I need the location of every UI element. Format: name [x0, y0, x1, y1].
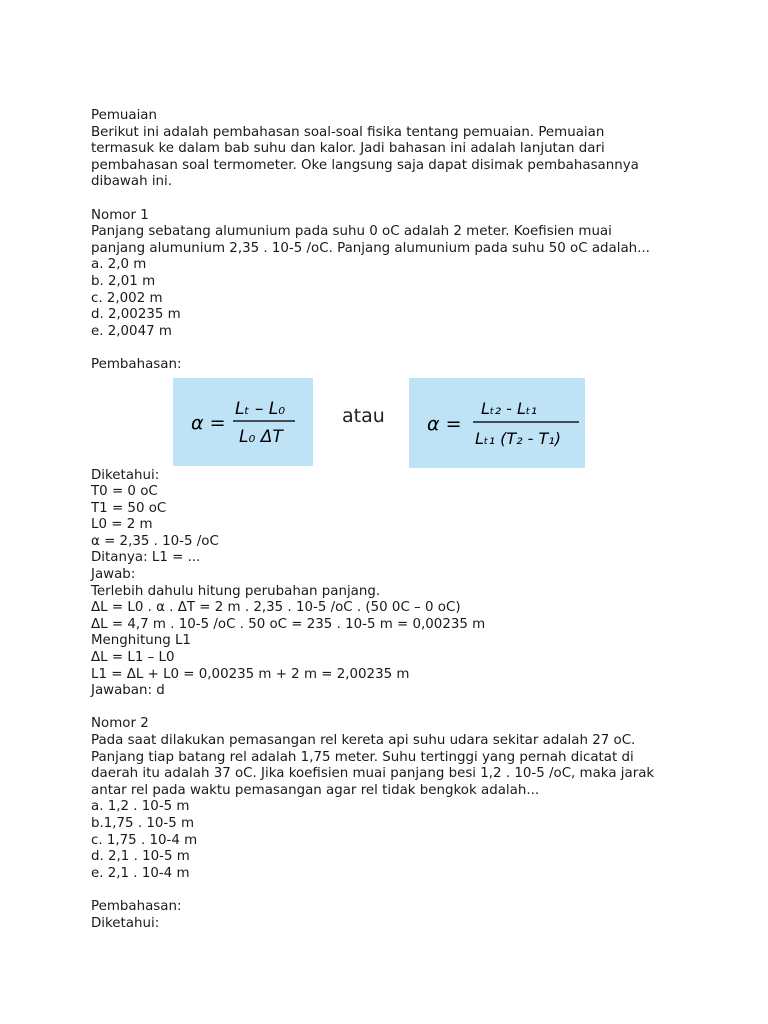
formula2-denominator: Lₜ₁ (T₂ - T₁) — [475, 428, 561, 448]
q1-question-line: panjang alumunium 2,35 . 10-5 /oC. Panjang alumunium pada suhu 50 oC adalah... — [91, 240, 650, 256]
q1-option-c: c. 2,002 m — [91, 290, 163, 306]
q1-heading: Nomor 1 — [91, 207, 149, 223]
q1-solution-line: T1 = 50 oC — [91, 500, 167, 516]
intro-line: dibawah ini. — [91, 174, 173, 190]
formula1-lhs: α = — [191, 411, 226, 434]
q1-solution-line: ΔL = 4,7 m . 10-5 /oC . 50 oC = 235 . 10-5 m = 0,00235 m — [91, 616, 486, 632]
q1-option-d: d. 2,00235 m — [91, 307, 181, 323]
formula1-numerator: Lₜ – L₀ — [235, 398, 286, 419]
q2-pembahasan-label: Pembahasan: — [91, 898, 182, 914]
q2-option-d: d. 2,1 . 10-5 m — [91, 849, 190, 865]
q1-solution-line: T0 = 0 oC — [91, 484, 158, 500]
intro-line: pembahasan soal termometer. Oke langsung saja dapat disimak pembahasannya — [91, 157, 639, 173]
q2-question-line: Pada saat dilakukan pemasangan rel kereta api suhu udara sekitar adalah 27 oC. — [91, 733, 636, 748]
q2-question-line: antar rel pada waktu pemasangan agar rel tidak bengkok adalah... — [91, 782, 540, 798]
formula-figure — [91, 378, 691, 468]
q1-solution-line: Diketahui: — [91, 467, 160, 483]
q2-option-e: e. 2,1 . 10-4 m — [91, 865, 190, 881]
formula2-lhs: α = — [427, 412, 462, 435]
q1-solution-line: ΔL = L1 – L0 — [91, 650, 175, 666]
formula-box-2 — [409, 378, 585, 468]
q1-solution-line: Terlebih dahulu hitung perubahan panjang. — [91, 583, 381, 599]
formula1-denominator: L₀ ΔT — [239, 426, 283, 447]
document-page — [91, 108, 691, 932]
intro-line: termasuk ke dalam bab suhu dan kalor. Jadi bahasan ini adalah lanjutan dari — [91, 141, 605, 157]
q1-solution-line: L0 = 2 m — [91, 517, 153, 533]
q1-solution-line: Menghitung L1 — [91, 633, 191, 649]
intro-line: Berikut ini adalah pembahasan soal-soal fisika tentang pemuaian. Pemuaian — [91, 124, 605, 140]
formula2-numerator: Lₜ₂ - Lₜ₁ — [481, 398, 538, 418]
q1-solution-line: Jawab: — [91, 567, 136, 583]
q2-option-a: a. 1,2 . 10-5 m — [91, 799, 190, 815]
q1-option-a: a. 2,0 m — [91, 257, 147, 273]
q1-solution-line: Ditanya: L1 = ... — [91, 550, 201, 566]
formula-connector: atau — [342, 404, 385, 427]
q1-option-b: b. 2,01 m — [91, 273, 156, 289]
q1-question-line: Panjang sebatang alumunium pada suhu 0 oC adalah 2 meter. Koefisien muai — [91, 224, 612, 240]
doc-title: Pemuaian — [91, 108, 157, 123]
q1-pembahasan-label: Pembahasan: — [91, 356, 182, 372]
q2-option-c: c. 1,75 . 10-4 m — [91, 832, 198, 848]
formula-box-1 — [173, 378, 313, 466]
q1-solution-line: ΔL = L0 . α . ΔT = 2 m . 2,35 . 10-5 /oC . (50 0C – 0 oC) — [91, 600, 461, 616]
q2-diketahui-label: Diketahui: — [91, 915, 160, 931]
q2-question-line: daerah itu adalah 37 oC. Jika koefisien muai panjang besi 1,2 . 10-5 /oC, maka jarak — [91, 766, 655, 782]
q1-solution-line: α = 2,35 . 10-5 /oC — [91, 533, 219, 549]
q2-question-line: Panjang tiap batang rel adalah 1,75 meter. Suhu tertinggi yang pernah dicatat di — [91, 749, 634, 765]
q2-heading: Nomor 2 — [91, 716, 149, 732]
q2-option-b: b.1,75 . 10-5 m — [91, 815, 195, 831]
q1-solution-line: L1 = ΔL + L0 = 0,00235 m + 2 m = 2,00235 m — [91, 666, 410, 682]
q1-option-e: e. 2,0047 m — [91, 323, 172, 339]
q1-answer: Jawaban: d — [91, 683, 165, 699]
